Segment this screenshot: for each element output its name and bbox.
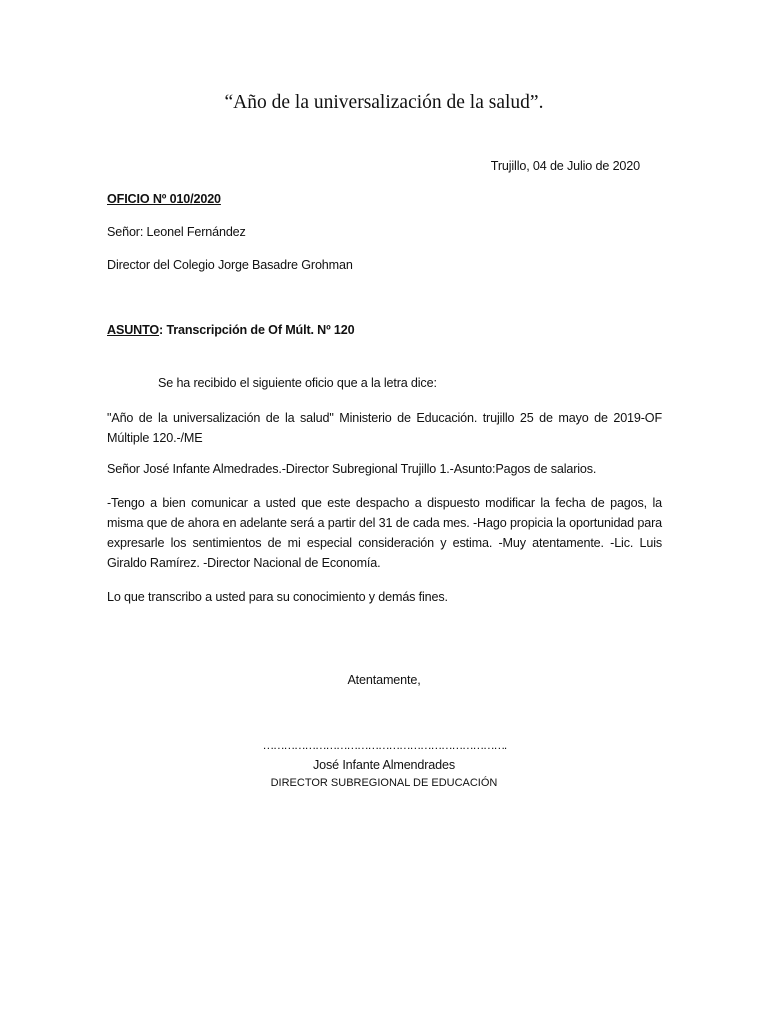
signer-name: José Infante Almendrades xyxy=(312,758,456,772)
recipient-name: Señor: Leonel Fernández xyxy=(107,225,246,239)
date-line: Trujillo, 04 de Julio de 2020 xyxy=(490,159,640,173)
signature-line: ……………………………………………………………. xyxy=(262,738,506,752)
closing-salutation: Atentamente, xyxy=(347,673,421,687)
closing-paragraph: Lo que transcribo a usted para su conocimiento y demás fines. xyxy=(107,590,448,604)
quoted-body-paragraph: -Tengo a bien comunicar a usted que este despacho a dispuesto modificar la fecha de pagos, la misma que de ahora en adelante será a partir del 31 de cada mes. -Hago propicia la oportunidad para expresarle los sentimientos de mi especial consideración y estima. -Muy atentamente. -Lic. Luis Giraldo Ramírez. -Director Nacional de Economía. xyxy=(107,496,662,570)
subject-text: : Transcripción de Of Múlt. Nº 120 xyxy=(159,323,355,337)
signer-title: DIRECTOR SUBREGIONAL DE EDUCACIÓN xyxy=(270,777,498,789)
quoted-recipient-paragraph: Señor José Infante Almedrades.-Director Subregional Trujillo 1.-Asunto:Pagos de salarios. xyxy=(107,462,597,476)
subject-line xyxy=(107,323,355,337)
oficio-number: OFICIO Nº 010/2020 xyxy=(107,192,221,206)
subject-label: ASUNTO xyxy=(107,323,160,337)
recipient-position: Director del Colegio Jorge Basadre Grohman xyxy=(107,258,353,272)
year-title: “Año de la universalización de la salud”. xyxy=(224,92,544,113)
intro-text: Se ha recibido el siguiente oficio que a la letra dice: xyxy=(158,376,437,390)
quoted-header-paragraph: "Año de la universalización de la salud" Ministerio de Educación. trujillo 25 de mayo de 2019-OF Múltiple 120.-/ME xyxy=(107,411,662,445)
